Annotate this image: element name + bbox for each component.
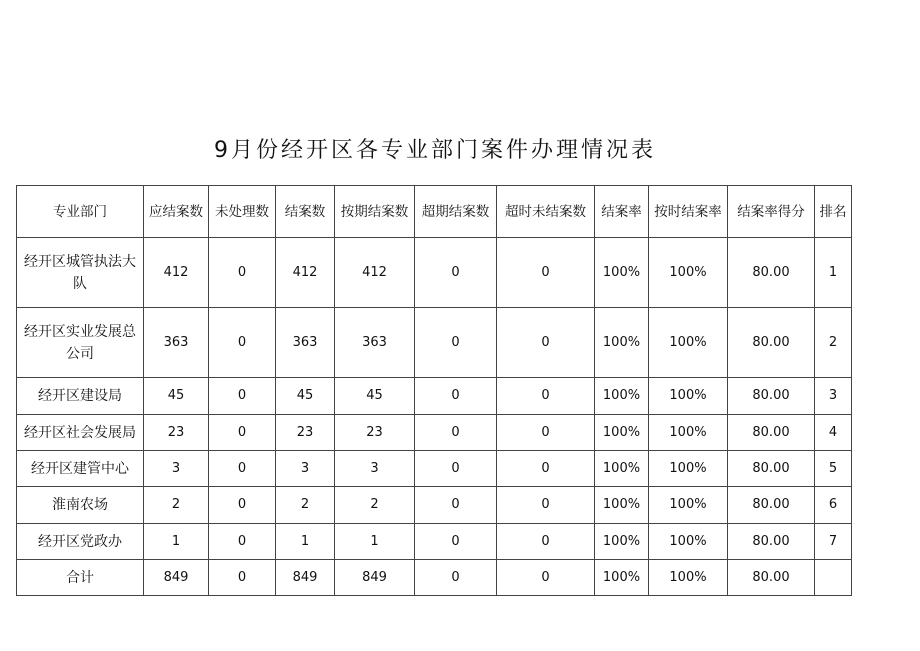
case-summary-table: [16, 185, 852, 596]
data-cell: 80.00: [728, 378, 815, 415]
data-cell: 100%: [649, 238, 728, 308]
data-cell: 0: [209, 487, 276, 524]
data-cell: 363: [144, 308, 209, 378]
data-cell: 23: [144, 415, 209, 451]
table-row: [17, 238, 852, 308]
data-cell: 23: [276, 415, 335, 451]
header-cell: 专业部门: [17, 186, 144, 238]
data-cell: 0: [415, 238, 497, 308]
data-cell: 5: [815, 451, 852, 487]
data-cell: 849: [276, 560, 335, 596]
data-cell: 2: [144, 487, 209, 524]
data-cell: 0: [415, 560, 497, 596]
data-cell: 80.00: [728, 451, 815, 487]
data-cell: 849: [144, 560, 209, 596]
total-row: [17, 560, 852, 596]
data-cell: 0: [415, 378, 497, 415]
table-row: [17, 415, 852, 451]
data-cell: 2: [276, 487, 335, 524]
data-cell: 80.00: [728, 524, 815, 560]
header-cell: 按期结案数: [335, 186, 415, 238]
data-cell: 100%: [649, 487, 728, 524]
data-cell: 45: [335, 378, 415, 415]
data-cell: 3: [815, 378, 852, 415]
data-cell: 100%: [595, 238, 649, 308]
header-cell: 结案数: [276, 186, 335, 238]
table-row: [17, 451, 852, 487]
data-cell: 80.00: [728, 238, 815, 308]
data-cell: 1: [276, 524, 335, 560]
data-cell: 0: [209, 238, 276, 308]
data-cell: 100%: [595, 378, 649, 415]
data-cell: 0: [415, 524, 497, 560]
data-cell: 3: [276, 451, 335, 487]
data-cell: 0: [415, 308, 497, 378]
data-cell: 45: [276, 378, 335, 415]
data-cell: 80.00: [728, 308, 815, 378]
dept-cell: 经开区实业发展总公司: [17, 308, 144, 378]
data-cell: 2: [815, 308, 852, 378]
data-cell: 100%: [649, 378, 728, 415]
header-cell: 超期结案数: [415, 186, 497, 238]
data-cell: 4: [815, 415, 852, 451]
data-cell: 0: [209, 415, 276, 451]
data-cell: 45: [144, 378, 209, 415]
data-cell: 0: [497, 451, 595, 487]
data-cell: 0: [497, 378, 595, 415]
data-cell: 0: [209, 378, 276, 415]
data-cell: 23: [335, 415, 415, 451]
data-cell: 3: [335, 451, 415, 487]
data-cell: 100%: [595, 524, 649, 560]
data-cell: 100%: [649, 415, 728, 451]
dept-cell: 经开区建管中心: [17, 451, 144, 487]
data-cell: [815, 560, 852, 596]
data-cell: 0: [209, 451, 276, 487]
data-cell: 0: [497, 415, 595, 451]
data-cell: 100%: [595, 560, 649, 596]
data-cell: 80.00: [728, 560, 815, 596]
data-cell: 0: [497, 238, 595, 308]
data-cell: 80.00: [728, 415, 815, 451]
data-cell: 100%: [649, 524, 728, 560]
data-cell: 1: [144, 524, 209, 560]
data-cell: 100%: [649, 560, 728, 596]
data-cell: 412: [276, 238, 335, 308]
dept-cell: 经开区党政办: [17, 524, 144, 560]
data-cell: 363: [335, 308, 415, 378]
data-cell: 3: [144, 451, 209, 487]
header-cell: 结案率: [595, 186, 649, 238]
data-cell: 363: [276, 308, 335, 378]
table-row: [17, 308, 852, 378]
data-cell: 849: [335, 560, 415, 596]
data-cell: 0: [497, 308, 595, 378]
dept-cell: 经开区建设局: [17, 378, 144, 415]
data-cell: 100%: [649, 308, 728, 378]
header-row: [17, 186, 852, 238]
data-cell: 0: [497, 560, 595, 596]
data-cell: 1: [335, 524, 415, 560]
data-cell: 0: [209, 308, 276, 378]
table-row: [17, 487, 852, 524]
document-title: 9月份经开区各专业部门案件办理情况表: [214, 138, 656, 163]
data-cell: 0: [497, 524, 595, 560]
data-cell: 2: [335, 487, 415, 524]
data-cell: 0: [497, 487, 595, 524]
data-cell: 0: [415, 487, 497, 524]
data-cell: 80.00: [728, 487, 815, 524]
table-row: [17, 378, 852, 415]
data-cell: 7: [815, 524, 852, 560]
data-cell: 0: [415, 415, 497, 451]
dept-cell: 经开区城管执法大队: [17, 238, 144, 308]
data-cell: 412: [144, 238, 209, 308]
dept-cell: 淮南农场: [17, 487, 144, 524]
data-cell: 0: [209, 560, 276, 596]
data-cell: 100%: [595, 308, 649, 378]
dept-cell: 合计: [17, 560, 144, 596]
data-cell: 412: [335, 238, 415, 308]
data-cell: 100%: [649, 451, 728, 487]
header-cell: 按时结案率: [649, 186, 728, 238]
data-cell: 100%: [595, 487, 649, 524]
table-row: [17, 524, 852, 560]
data-cell: 0: [209, 524, 276, 560]
data-cell: 1: [815, 238, 852, 308]
dept-cell: 经开区社会发展局: [17, 415, 144, 451]
header-cell: 超时未结案数: [497, 186, 595, 238]
header-cell: 应结案数: [144, 186, 209, 238]
data-cell: 0: [415, 451, 497, 487]
header-cell: 未处理数: [209, 186, 276, 238]
data-cell: 100%: [595, 415, 649, 451]
header-cell: 结案率得分: [728, 186, 815, 238]
data-cell: 100%: [595, 451, 649, 487]
data-cell: 6: [815, 487, 852, 524]
header-cell: 排名: [815, 186, 852, 238]
